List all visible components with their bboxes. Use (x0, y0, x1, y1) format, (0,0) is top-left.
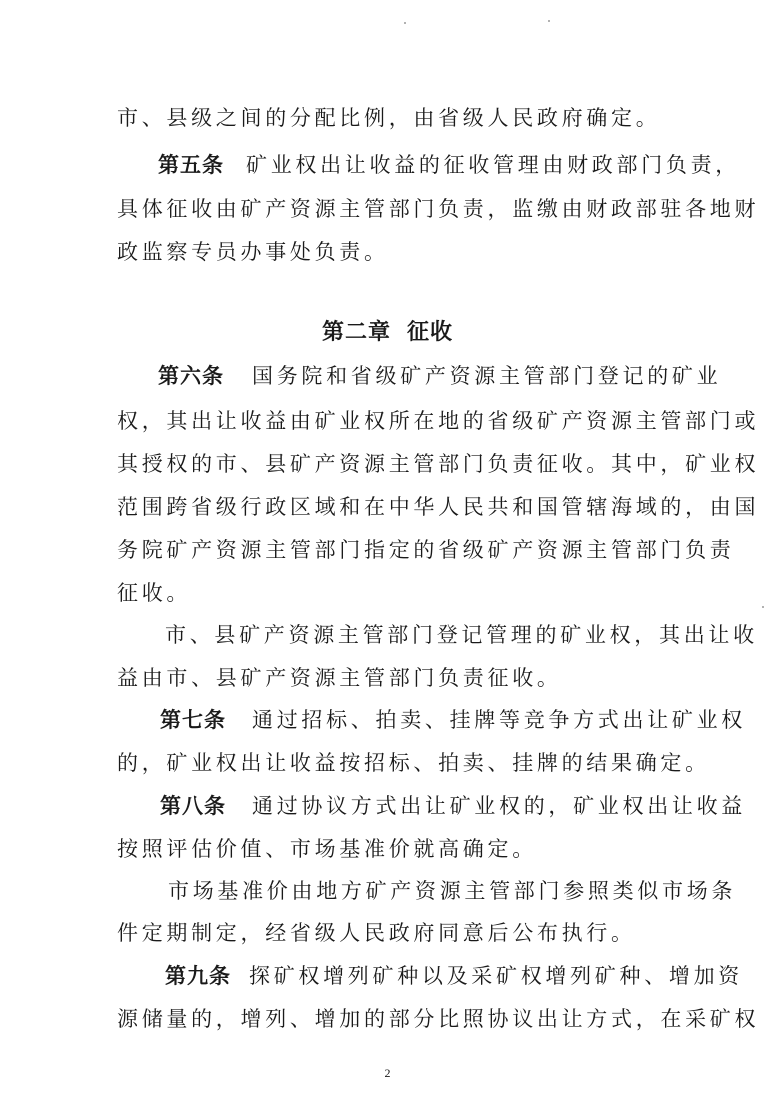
article-6-para-2-line-1: 市、县矿产资源主管部门登记管理的矿业权，其出让收 (165, 623, 758, 647)
article-6-line-1 (158, 361, 722, 391)
article-9-text: 探矿权增列矿种以及采矿权增列矿种、增加资 (249, 964, 743, 988)
article-8-para-2-line-2: 件定期制定，经省级人民政府同意后公布执行。 (117, 921, 636, 945)
article-5-line-2: 具体征收由矿产资源主管部门负责，监缴由财政部驻各地财 (117, 197, 760, 221)
article-9-line-2: 源储量的，增列、增加的部分比照协议出让方式，在采矿权 (117, 1007, 760, 1031)
article-5-line-3: 政监察专员办事处负责。 (117, 240, 389, 264)
article-7-heading: 第七条 (160, 707, 226, 732)
article-9-line-1 (165, 961, 743, 991)
article-6-text: 国务院和省级矿产资源主管部门登记的矿业 (252, 364, 722, 388)
article-6-line-3: 其授权的市、县矿产资源主管部门负责征收。其中，矿业权 (117, 452, 760, 476)
article-5-line-1 (158, 150, 740, 180)
chapter-number: 第二章 (321, 319, 391, 345)
chapter-title (0, 317, 775, 347)
article-5-text: 矿业权出让收益的征收管理由财政部门负责， (246, 153, 740, 177)
article-6-line-4: 范围跨省级行政区域和在中华人民共和国管辖海域的，由国 (117, 495, 760, 519)
article-6-line-2: 权，其出让收益由矿业权所在地的省级矿产资源主管部门或 (117, 409, 760, 433)
article-8-line-2: 按照评估价值、市场基准价就高确定。 (117, 837, 537, 861)
article-8-para-2-line-1: 市场基准价由地方矿产资源主管部门参照类似市场条 (168, 879, 737, 903)
article-6-line-5: 务院矿产资源主管部门指定的省级矿产资源主管部门负责 (117, 538, 735, 562)
page-number: 2 (384, 1066, 391, 1080)
paragraph-line: 市、县级之间的分配比例，由省级人民政府确定。 (117, 106, 661, 130)
article-6-heading: 第六条 (158, 363, 224, 388)
article-7-line-2: 的，矿业权出让收益按招标、拍卖、挂牌的结果确定。 (117, 751, 710, 775)
article-8-heading: 第八条 (160, 793, 226, 818)
article-6-para-2-line-2: 益由市、县矿产资源主管部门负责征收。 (117, 666, 562, 690)
article-5-heading: 第五条 (158, 152, 224, 177)
article-7-line-1 (160, 705, 746, 735)
article-6-line-6: 征收。 (117, 581, 192, 605)
scan-speck (404, 22, 406, 24)
article-7-text: 通过招标、拍卖、挂牌等竞争方式出让矿业权 (252, 708, 746, 732)
article-9-heading: 第九条 (165, 963, 231, 988)
chapter-name: 征收 (407, 319, 454, 345)
scan-speck (548, 20, 550, 22)
scan-speck (762, 606, 764, 608)
article-8-line-1 (160, 791, 746, 821)
article-8-text: 通过协议方式出让矿业权的，矿业权出让收益 (252, 794, 746, 818)
